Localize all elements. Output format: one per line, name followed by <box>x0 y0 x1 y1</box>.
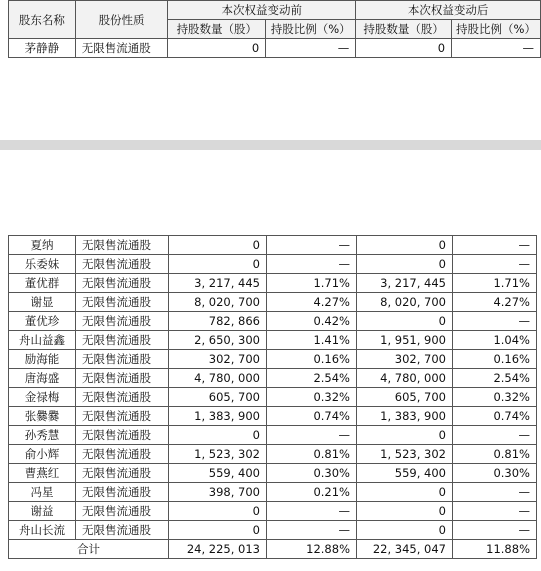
share-nature-cell: 无限售流通股 <box>76 407 169 426</box>
table-row <box>9 445 537 464</box>
after-ratio-cell: — <box>453 255 537 274</box>
before-ratio-cell: 0.30% <box>267 464 357 483</box>
after-qty-cell: 559, 400 <box>357 464 453 483</box>
table-row <box>9 502 537 521</box>
share-nature-cell: 无限售流通股 <box>76 293 169 312</box>
after-qty-cell: 302, 700 <box>357 350 453 369</box>
after-ratio-cell: — <box>453 502 537 521</box>
page-break-divider <box>0 140 541 150</box>
after-qty-cell: 3, 217, 445 <box>357 274 453 293</box>
before-qty-cell: 559, 400 <box>169 464 267 483</box>
after-qty-cell: 1, 951, 900 <box>357 331 453 350</box>
before-ratio-cell: 0.74% <box>267 407 357 426</box>
table-row <box>9 331 537 350</box>
after-qty-cell: 0 <box>357 483 453 502</box>
before-qty-cell: 0 <box>169 236 267 255</box>
table-row <box>9 388 537 407</box>
before-qty-cell: 0 <box>168 39 266 58</box>
table-row <box>9 39 541 58</box>
share-nature-cell: 无限售流通股 <box>76 388 169 407</box>
header-holder-name: 股东名称 <box>9 1 76 39</box>
share-nature-cell: 无限售流通股 <box>76 502 169 521</box>
after-ratio-cell: 0.81% <box>453 445 537 464</box>
share-nature-cell: 无限售流通股 <box>76 521 169 540</box>
holder-name-cell: 董优珍 <box>9 312 76 331</box>
before-qty-cell: 0 <box>169 426 267 445</box>
before-qty-cell: 1, 523, 302 <box>169 445 267 464</box>
after-ratio-cell: 0.74% <box>453 407 537 426</box>
after-ratio-cell: 1.71% <box>453 274 537 293</box>
table-row <box>9 255 537 274</box>
table-row <box>9 312 537 331</box>
holder-name-cell: 张爨爨 <box>9 407 76 426</box>
table-row <box>9 483 537 502</box>
after-ratio-cell: 1.04% <box>453 331 537 350</box>
after-qty-cell: 605, 700 <box>357 388 453 407</box>
holder-name-cell: 金禄梅 <box>9 388 76 407</box>
share-nature-cell: 无限售流通股 <box>76 331 169 350</box>
before-qty-cell: 0 <box>169 502 267 521</box>
share-nature-cell: 无限售流通股 <box>75 39 168 58</box>
before-qty-cell: 2, 650, 300 <box>169 331 267 350</box>
before-ratio-cell: 0.21% <box>267 483 357 502</box>
holder-name-cell: 舟山益鑫 <box>9 331 76 350</box>
total-before-qty: 24, 225, 013 <box>169 540 267 559</box>
after-qty-cell: 0 <box>357 426 453 445</box>
before-ratio-cell: — <box>267 236 357 255</box>
before-ratio-cell: 2.54% <box>267 369 357 388</box>
holder-name-cell: 谢显 <box>9 293 76 312</box>
share-nature-cell: 无限售流通股 <box>76 274 169 293</box>
total-label: 合计 <box>9 540 169 559</box>
before-ratio-cell: — <box>267 502 357 521</box>
total-after-ratio: 11.88% <box>453 540 537 559</box>
before-ratio-cell: 0.16% <box>267 350 357 369</box>
share-nature-cell: 无限售流通股 <box>76 445 169 464</box>
after-ratio-cell: — <box>453 521 537 540</box>
before-ratio-cell: 1.71% <box>267 274 357 293</box>
holder-name-cell: 谢益 <box>9 502 76 521</box>
before-qty-cell: 1, 383, 900 <box>169 407 267 426</box>
before-ratio-cell: 1.41% <box>267 331 357 350</box>
holder-name-cell: 孙秀慧 <box>9 426 76 445</box>
table-row <box>9 521 537 540</box>
after-ratio-cell: 0.32% <box>453 388 537 407</box>
holder-name-cell: 俞小辉 <box>9 445 76 464</box>
table-row <box>9 350 537 369</box>
before-qty-cell: 0 <box>169 521 267 540</box>
after-qty-cell: 4, 780, 000 <box>357 369 453 388</box>
before-qty-cell: 0 <box>169 255 267 274</box>
before-qty-cell: 605, 700 <box>169 388 267 407</box>
holder-name-cell: 茅静静 <box>9 39 76 58</box>
total-before-ratio: 12.88% <box>267 540 357 559</box>
header-after-ratio: 持股比例（%） <box>452 20 541 39</box>
share-nature-cell: 无限售流通股 <box>76 312 169 331</box>
header-before-group: 本次权益变动前 <box>168 1 356 20</box>
before-ratio-cell: — <box>267 426 357 445</box>
table-row <box>9 236 537 255</box>
holder-name-cell: 冯星 <box>9 483 76 502</box>
after-qty-cell: 0 <box>357 312 453 331</box>
before-ratio-cell: 0.42% <box>267 312 357 331</box>
after-ratio-cell: — <box>453 426 537 445</box>
total-after-qty: 22, 345, 047 <box>357 540 453 559</box>
share-nature-cell: 无限售流通股 <box>76 464 169 483</box>
share-nature-cell: 无限售流通股 <box>76 426 169 445</box>
header-after-group: 本次权益变动后 <box>356 1 541 20</box>
share-nature-cell: 无限售流通股 <box>76 369 169 388</box>
table-row <box>9 369 537 388</box>
holder-name-cell: 曹燕红 <box>9 464 76 483</box>
before-qty-cell: 4, 780, 000 <box>169 369 267 388</box>
table-row <box>9 464 537 483</box>
after-ratio-cell: — <box>453 312 537 331</box>
header-before-ratio: 持股比例（%） <box>266 20 356 39</box>
after-ratio-cell: 4.27% <box>453 293 537 312</box>
share-nature-cell: 无限售流通股 <box>76 255 169 274</box>
after-ratio-cell: — <box>453 483 537 502</box>
top-table-body <box>9 39 541 58</box>
share-nature-cell: 无限售流通股 <box>76 350 169 369</box>
after-qty-cell: 1, 523, 302 <box>357 445 453 464</box>
holder-name-cell: 励海能 <box>9 350 76 369</box>
main-table-body <box>9 236 537 540</box>
before-qty-cell: 398, 700 <box>169 483 267 502</box>
after-qty-cell: 0 <box>357 521 453 540</box>
before-qty-cell: 302, 700 <box>169 350 267 369</box>
table-row <box>9 407 537 426</box>
header-before-qty: 持股数量（股） <box>168 20 266 39</box>
header-share-nature: 股份性质 <box>75 1 168 39</box>
holder-name-cell: 乐委妹 <box>9 255 76 274</box>
after-ratio-cell: — <box>452 39 541 58</box>
share-nature-cell: 无限售流通股 <box>76 483 169 502</box>
after-qty-cell: 8, 020, 700 <box>357 293 453 312</box>
holder-name-cell: 唐海盛 <box>9 369 76 388</box>
after-qty-cell: 1, 383, 900 <box>357 407 453 426</box>
before-ratio-cell: — <box>266 39 356 58</box>
before-ratio-cell: — <box>267 255 357 274</box>
table-row <box>9 293 537 312</box>
holder-name-cell: 舟山长流 <box>9 521 76 540</box>
before-qty-cell: 3, 217, 445 <box>169 274 267 293</box>
before-ratio-cell: 0.81% <box>267 445 357 464</box>
after-ratio-cell: 0.30% <box>453 464 537 483</box>
after-ratio-cell: 0.16% <box>453 350 537 369</box>
before-ratio-cell: 0.32% <box>267 388 357 407</box>
shareholding-table-main <box>8 235 537 559</box>
after-qty-cell: 0 <box>357 255 453 274</box>
before-ratio-cell: 4.27% <box>267 293 357 312</box>
after-qty-cell: 0 <box>357 236 453 255</box>
after-qty-cell: 0 <box>357 502 453 521</box>
header-after-qty: 持股数量（股） <box>356 20 452 39</box>
total-row <box>9 540 537 559</box>
share-nature-cell: 无限售流通股 <box>76 236 169 255</box>
before-qty-cell: 8, 020, 700 <box>169 293 267 312</box>
holder-name-cell: 夏纳 <box>9 236 76 255</box>
after-ratio-cell: 2.54% <box>453 369 537 388</box>
before-ratio-cell: — <box>267 521 357 540</box>
table-row <box>9 274 537 293</box>
after-ratio-cell: — <box>453 236 537 255</box>
holder-name-cell: 董优群 <box>9 274 76 293</box>
shareholding-table-top <box>8 0 541 58</box>
after-qty-cell: 0 <box>356 39 452 58</box>
before-qty-cell: 782, 866 <box>169 312 267 331</box>
table-row <box>9 426 537 445</box>
